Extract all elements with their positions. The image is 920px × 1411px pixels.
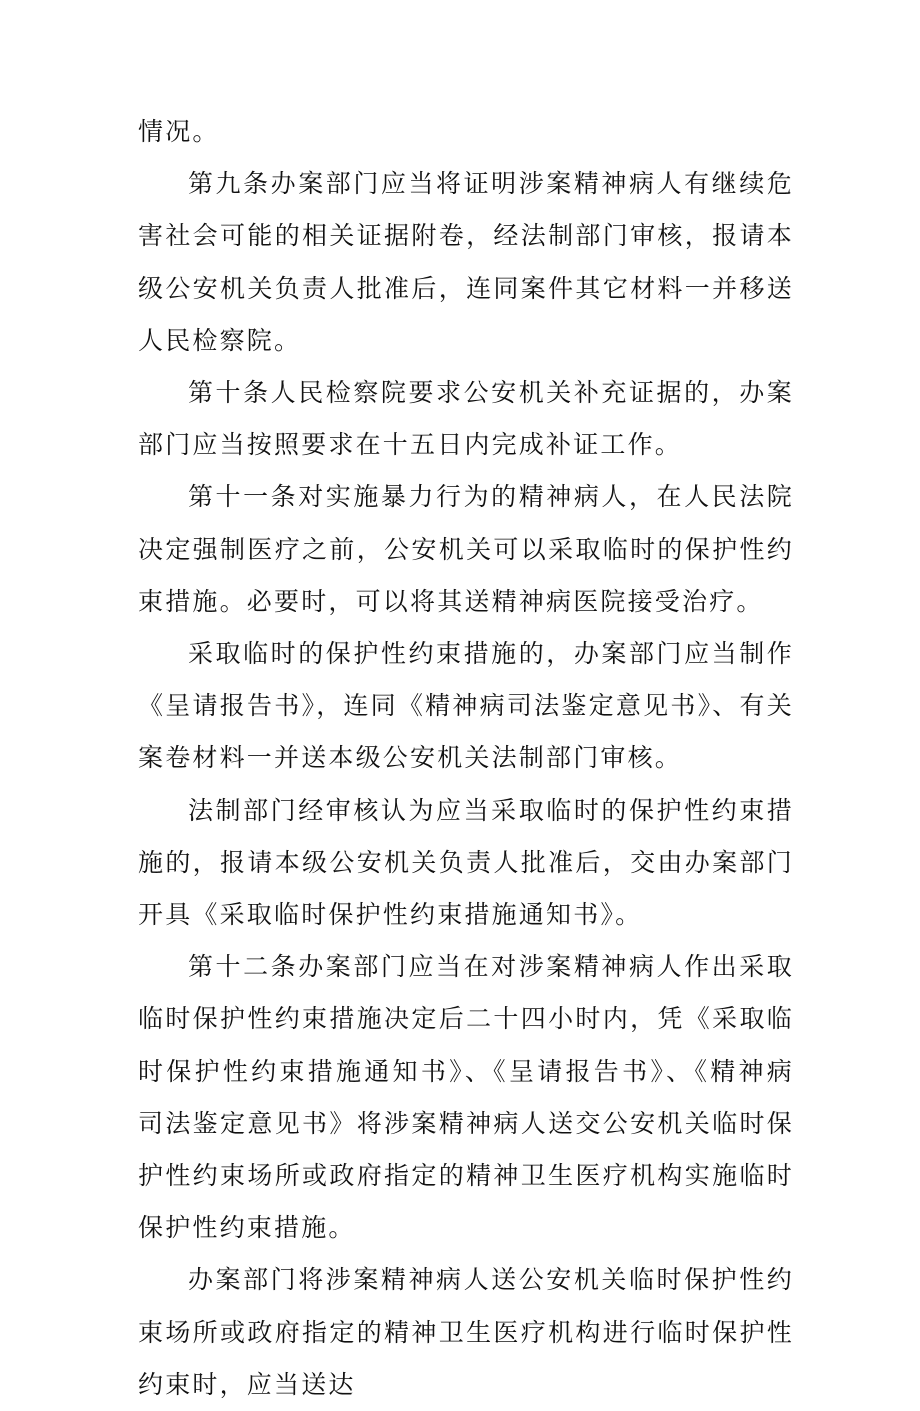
paragraph-article-9: 第九条办案部门应当将证明涉案精神病人有继续危害社会可能的相关证据附卷，经法制部门审核，报请本级公安机关负责人批准后，连同案件其它材料一并移送人民检察院。 [138, 169, 794, 355]
paragraph-article-10: 第十条人民检察院要求公安机关补充证据的，办案部门应当按照要求在十五日内完成补证工作。 [138, 378, 794, 460]
paragraph-article-12: 第十二条办案部门应当在对涉案精神病人作出采取临时保护性约束措施决定后二十四小时内，凭《采取临时保护性约束措施通知书》、《呈请报告书》、《精神病司法鉴定意见书》将涉案精神病人送交公安机关临时保护性约束场所或政府指定的精神卫生医疗机构实施临时保护性约束措施。 [138, 952, 794, 1243]
document-body [138, 106, 794, 1411]
paragraph-delivery: 办案部门将涉案精神病人送公安机关临时保护性约束场所或政府指定的精神卫生医疗机构进行临时保护性约束时，应当送达 [138, 1265, 794, 1399]
paragraph-report-submission: 采取临时的保护性约束措施的，办案部门应当制作《呈请报告书》，连同《精神病司法鉴定意见书》、有关案卷材料一并送本级公安机关法制部门审核。 [138, 639, 794, 773]
paragraph-article-11: 第十一条对实施暴力行为的精神病人，在人民法院决定强制医疗之前，公安机关可以采取临时的保护性约束措施。必要时，可以将其送精神病医院接受治疗。 [138, 482, 794, 616]
paragraph-legal-review: 法制部门经审核认为应当采取临时的保护性约束措施的，报请本级公安机关负责人批准后，交由办案部门开具《采取临时保护性约束措施通知书》。 [138, 795, 794, 930]
paragraph-continuation: 情况。 [138, 117, 220, 146]
